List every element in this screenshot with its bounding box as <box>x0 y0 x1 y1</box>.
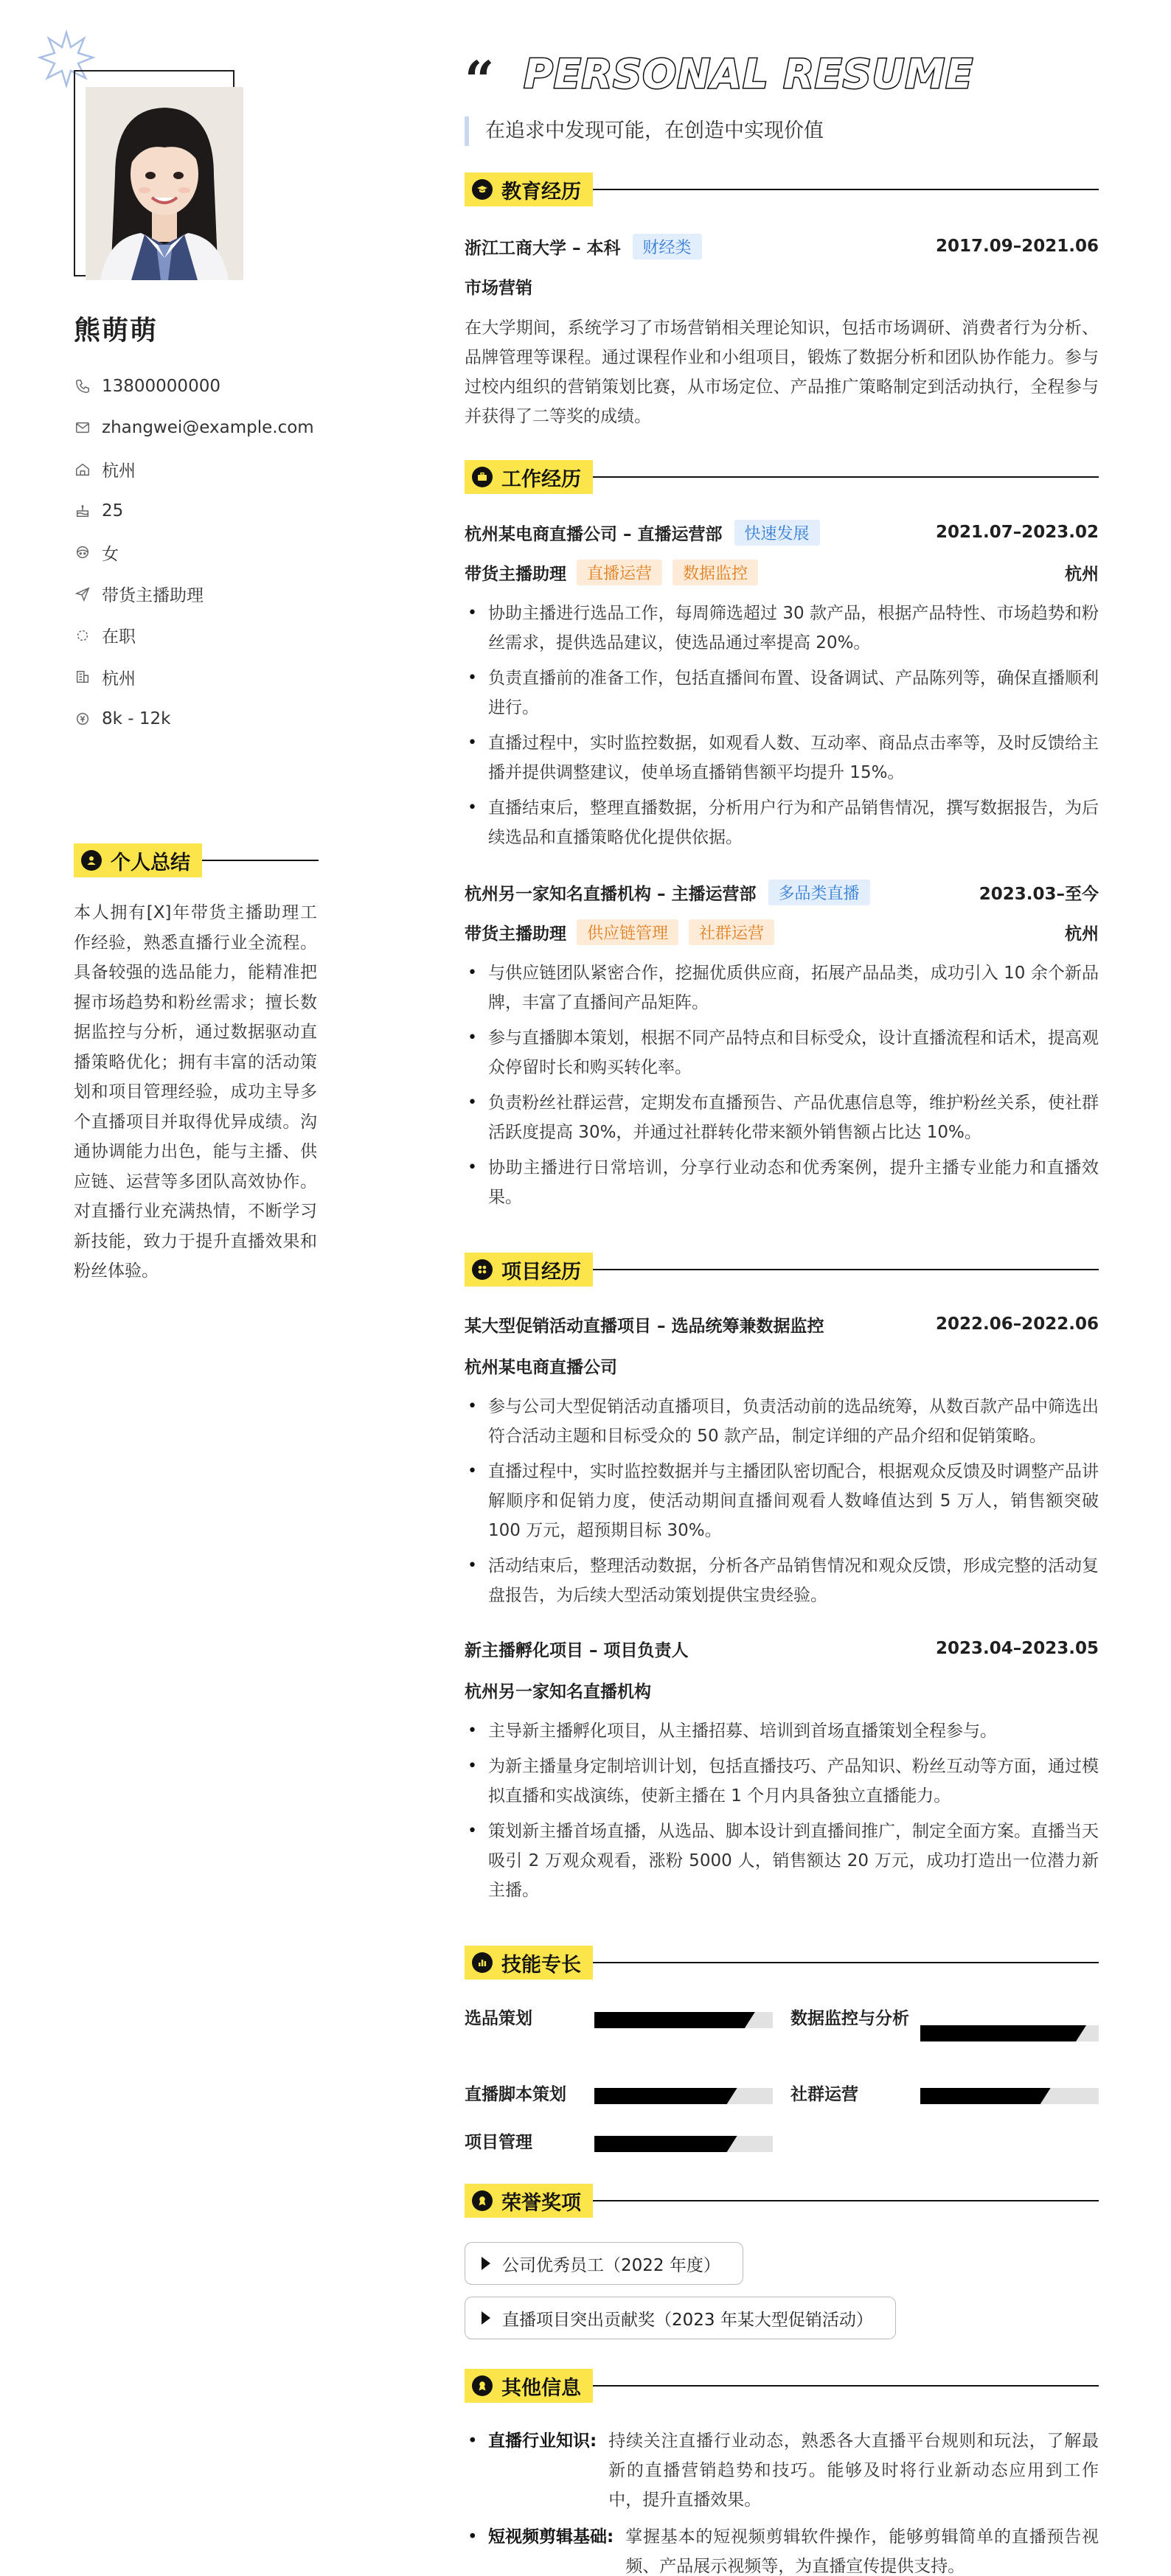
status-icon <box>74 627 91 644</box>
job-tag: 多品类直播 <box>768 880 870 905</box>
award-text: 直播项目突出贡献奖（2023 年某大型促销活动） <box>502 2310 873 2330</box>
summary-text: 本人拥有[X]年带货主播助理工作经验，熟悉直播行业全流程。具备较强的选品能力，能精准把握市场趋势和粉丝需求；擅长数据监控与分析，通过数据驱动直播策略优化；拥有丰富的活动策划和项目管理经验，成功主导多个直播项目并取得优异成绩。沟通协调能力出色，能与主播、供应链、运营等多团队高效协作。对直播行业充满热情，不断学习新技能，致力于提升直播效果和粉丝体验。 <box>74 903 317 1281</box>
work-section-header <box>465 459 1099 495</box>
section-title: 技能专长 <box>501 1953 581 1977</box>
skill-bar-fill <box>594 2136 737 2152</box>
list-item <box>465 2522 1099 2576</box>
list-item: • 为新主播量身定制培训计划，包括直播技巧、产品知识、粉丝互动等方面，通过模拟直播和实战演练，使新主播在 1 个月内具备独立直播能力。 <box>465 1752 1099 1811</box>
cake-icon <box>74 502 91 520</box>
position-text: 带货主播助理 <box>102 586 204 606</box>
projects-section-header <box>465 1251 1099 1288</box>
sidebar <box>0 0 347 2576</box>
job-skill-tag: 数据监控 <box>673 560 758 585</box>
education-row <box>465 233 1099 260</box>
list-item: • 活动结束后，整理活动数据，分析各产品销售情况和观众反馈，形成完整的活动复盘报告，为后续大型活动策划提供宝贵经验。 <box>465 1551 1099 1610</box>
candidate-name: 熊萌萌 <box>74 316 159 346</box>
skill-name: 直播脚本策划 <box>465 2085 566 2104</box>
education-section-header <box>465 171 1099 208</box>
award-item <box>465 2297 896 2339</box>
salary-icon <box>74 710 91 728</box>
info-status <box>74 615 314 656</box>
section-title: 个人总结 <box>111 851 190 874</box>
job-bullets <box>465 958 1099 1218</box>
info-work-city <box>74 656 314 697</box>
job-date: 2021.07–2023.02 <box>935 523 1099 542</box>
job-date: 2023.03–至今 <box>979 884 1099 904</box>
other-key: • 短视频剪辑基础: <box>488 2527 614 2547</box>
project-org-row <box>465 1677 1099 1703</box>
job-bullets <box>465 599 1099 858</box>
list-item: • 参与公司大型促销活动直播项目，负责活动前的选品统筹，从数百款产品中筛选出符合活动主题和目标受众的 50 款产品，制定详细的产品介绍和促销策略。 <box>465 1392 1099 1451</box>
info-salary <box>74 697 314 739</box>
summary-section-header <box>74 842 319 879</box>
section-tag <box>465 2184 593 2218</box>
project-header-row <box>465 1635 1099 1662</box>
skill-bar <box>594 2088 773 2104</box>
section-divider <box>593 1962 1099 1963</box>
job-company: 杭州另一家知名直播机构 – 主播运营部 <box>465 884 757 904</box>
gender-text: 女 <box>102 544 119 564</box>
award-icon <box>472 2190 493 2211</box>
job-header-row <box>465 519 1099 546</box>
gender-icon <box>74 543 91 561</box>
job-role-row <box>465 559 1099 585</box>
info-email <box>74 407 314 448</box>
list-item: • 直播过程中，实时监控数据，如观看人数、互动率、商品点击率等，及时反馈给主播并提供调整建议，使单场直播销售额平均提升 15%。 <box>465 728 1099 787</box>
education-description: 在大学期间，系统学习了市场营销相关理论知识，包括市场调研、消费者行为分析、品牌管理等课程。通过课程作业和小组项目，锻炼了数据分析和团队协作能力。参与过校内组织的营销策划比赛，从市场定位、产品推广策略制定到活动执行，全程参与并获得了二等奖的成绩。 <box>465 318 1099 426</box>
resume-title: PERSONAL RESUME <box>524 50 974 97</box>
section-tag <box>74 843 202 877</box>
other-section-header <box>465 2367 1099 2404</box>
home-icon <box>74 461 91 478</box>
section-divider <box>593 2385 1099 2387</box>
project-name: 新主播孵化项目 – 项目负责人 <box>465 1640 689 1660</box>
other-key: • 直播行业知识: <box>488 2431 597 2451</box>
project-org: 杭州另一家知名直播机构 <box>465 1682 651 1702</box>
job-role: 带货主播助理 <box>465 924 566 944</box>
briefcase-icon <box>472 467 493 487</box>
job-tag: 快速发展 <box>734 520 820 546</box>
info-phone <box>74 366 314 407</box>
list-item: • 策划新主播首场直播，从选品、脚本设计到直播间推广，制定全面方案。直播当天吸引 2 万观众观看，涨粉 5000 人，销售额达 20 万元，成功打造出一位潜力新主播。 <box>465 1817 1099 1905</box>
section-title: 教育经历 <box>501 180 581 203</box>
mail-icon <box>74 419 91 436</box>
hometown-text: 杭州 <box>102 462 136 481</box>
bar-chart-icon <box>472 1952 493 1973</box>
status-text: 在职 <box>102 627 136 647</box>
section-divider <box>202 860 319 861</box>
major: 市场营销 <box>465 278 532 298</box>
skill-bar-fill <box>594 2088 737 2104</box>
section-divider <box>593 2200 1099 2201</box>
info-icon <box>472 2375 493 2396</box>
job-skill-tag: 社群运营 <box>689 919 774 945</box>
project-date: 2022.06–2022.06 <box>935 1315 1099 1334</box>
job-skill-tag: 直播运营 <box>577 560 662 585</box>
award-text: 公司优秀员工（2022 年度） <box>502 2255 720 2275</box>
skill-bar-fill <box>594 2012 755 2028</box>
avatar <box>86 87 243 280</box>
skill-item <box>465 2005 773 2033</box>
project-date: 2023.04–2023.05 <box>935 1639 1099 1658</box>
skill-bar <box>920 2088 1099 2104</box>
skill-item <box>465 2081 773 2109</box>
skill-item <box>465 2128 773 2156</box>
section-title: 荣誉奖项 <box>501 2191 581 2215</box>
list-item: • 负责粉丝社群运营，定期发布直播预告、产品优惠信息等，维护粉丝关系，使社群活跃度提高 30%，并通过社群转化带来额外销售额占比达 10%。 <box>465 1088 1099 1147</box>
project-bullets <box>465 1392 1099 1616</box>
job-city: 杭州 <box>1065 924 1099 944</box>
age-text: 25 <box>102 501 124 521</box>
graduation-cap-icon <box>472 179 493 200</box>
section-tag <box>465 173 593 206</box>
section-title: 其他信息 <box>501 2376 581 2400</box>
job-role: 带货主播助理 <box>465 564 566 584</box>
project-org: 杭州某电商直播公司 <box>465 1357 617 1377</box>
education-date: 2017.09–2021.06 <box>935 237 1099 256</box>
award-item <box>465 2242 743 2285</box>
skill-name: 数据监控与分析 <box>790 2009 909 2028</box>
skill-bar <box>594 2136 773 2152</box>
section-divider <box>593 476 1099 478</box>
school-name: 浙江工商大学 – 本科 <box>465 238 621 258</box>
list-item: • 主导新主播孵化项目，从主播招募、培训到首场直播策划全程参与。 <box>465 1716 1099 1746</box>
send-icon <box>74 585 91 603</box>
user-icon <box>81 850 102 871</box>
other-value: 持续关注直播行业动态，熟悉各大直播平台规则和玩法，了解最新的直播营销趋势和技巧。能够及时将行业新动态应用到工作中，提升直播效果。 <box>608 2431 1099 2510</box>
project-bullets <box>465 1716 1099 1911</box>
job-skill-tag: 供应链管理 <box>577 919 678 945</box>
section-tag <box>465 1253 593 1287</box>
skill-item <box>790 2081 1099 2109</box>
section-title: 工作经历 <box>501 467 581 491</box>
section-tag <box>465 2369 593 2403</box>
phone-text: 13800000000 <box>102 377 220 397</box>
section-divider <box>593 1269 1099 1270</box>
list-item: • 负责直播前的准备工作，包括直播间布置、设备调试、产品陈列等，确保直播顺利进行。 <box>465 664 1099 723</box>
quote-icon: “ <box>465 49 495 111</box>
list-item: • 协助主播进行选品工作，每周筛选超过 30 款产品，根据产品特性、市场趋势和粉丝需求，提供选品建议，使选品通过率提高 20%。 <box>465 599 1099 658</box>
skill-name: 选品策划 <box>465 2009 532 2028</box>
email-text: zhangwei@example.com <box>102 418 314 438</box>
list-item: • 参与直播脚本策划，根据不同产品特点和目标受众，设计直播流程和话术，提高观众停留时长和购买转化率。 <box>465 1023 1099 1082</box>
job-company: 杭州某电商直播公司 – 直播运营部 <box>465 524 723 544</box>
grid-icon <box>472 1259 493 1280</box>
info-age <box>74 490 314 532</box>
major-row <box>465 273 1099 299</box>
section-title: 项目经历 <box>501 1260 581 1284</box>
list-item: • 直播过程中，实时监控数据并与主播团队密切配合，根据观众反馈及时调整产品讲解顺序和促销力度，使活动期间直播间观看人数峰值达到 5 万人，销售额突破 100 万元，超预期目标 30%。 <box>465 1457 1099 1545</box>
section-tag <box>465 1946 593 1980</box>
contact-info-list <box>74 366 314 739</box>
building-icon <box>74 668 91 686</box>
skill-bar-fill <box>920 2088 1051 2104</box>
info-gender <box>74 532 314 573</box>
skill-item <box>790 2005 1099 2041</box>
work-city-text: 杭州 <box>102 669 136 689</box>
job-city: 杭州 <box>1065 564 1099 584</box>
project-header-row <box>465 1311 1099 1337</box>
skill-bar-fill <box>920 2025 1086 2041</box>
job-role-row <box>465 919 1099 945</box>
list-item: • 与供应链团队紧密合作，挖掘优质供应商，拓展产品品类，成功引入 10 余个新品牌，丰富了直播间产品矩阵。 <box>465 958 1099 1017</box>
phone-icon <box>74 377 91 395</box>
school-tag: 财经类 <box>633 234 702 260</box>
skill-name: 项目管理 <box>465 2133 532 2152</box>
info-position <box>74 573 314 614</box>
project-name: 某大型促销活动直播项目 – 选品统筹兼数据监控 <box>465 1316 824 1336</box>
other-value: 掌握基本的短视频剪辑软件操作，能够剪辑简单的直播预告视频、产品展示视频等，为直播宣传提供支持。 <box>625 2527 1099 2576</box>
skills-section-header <box>465 1944 1099 1981</box>
section-divider <box>593 189 1099 190</box>
skill-bar <box>920 2025 1099 2041</box>
awards-section-header <box>465 2182 1099 2219</box>
section-tag <box>465 460 593 494</box>
motto: 在追求中发现可能，在创造中实现价值 <box>465 116 824 146</box>
info-hometown <box>74 449 314 490</box>
project-org-row <box>465 1352 1099 1379</box>
skill-bar <box>594 2012 773 2028</box>
job-header-row <box>465 879 1099 905</box>
salary-text: 8k - 12k <box>102 709 171 728</box>
other-info-list <box>465 2426 1099 2576</box>
skill-name: 社群运营 <box>790 2085 858 2104</box>
resume-title-row <box>465 44 974 111</box>
list-item: • 协助主播进行日常培训，分享行业动态和优秀案例，提升主播专业能力和直播效果。 <box>465 1153 1099 1212</box>
list-item <box>465 2426 1099 2515</box>
triangle-icon <box>482 2257 490 2270</box>
list-item: • 直播结束后，整理直播数据，分析用户行为和产品销售情况，撰写数据报告，为后续选品和直播策略优化提供依据。 <box>465 793 1099 852</box>
triangle-icon <box>482 2311 490 2325</box>
